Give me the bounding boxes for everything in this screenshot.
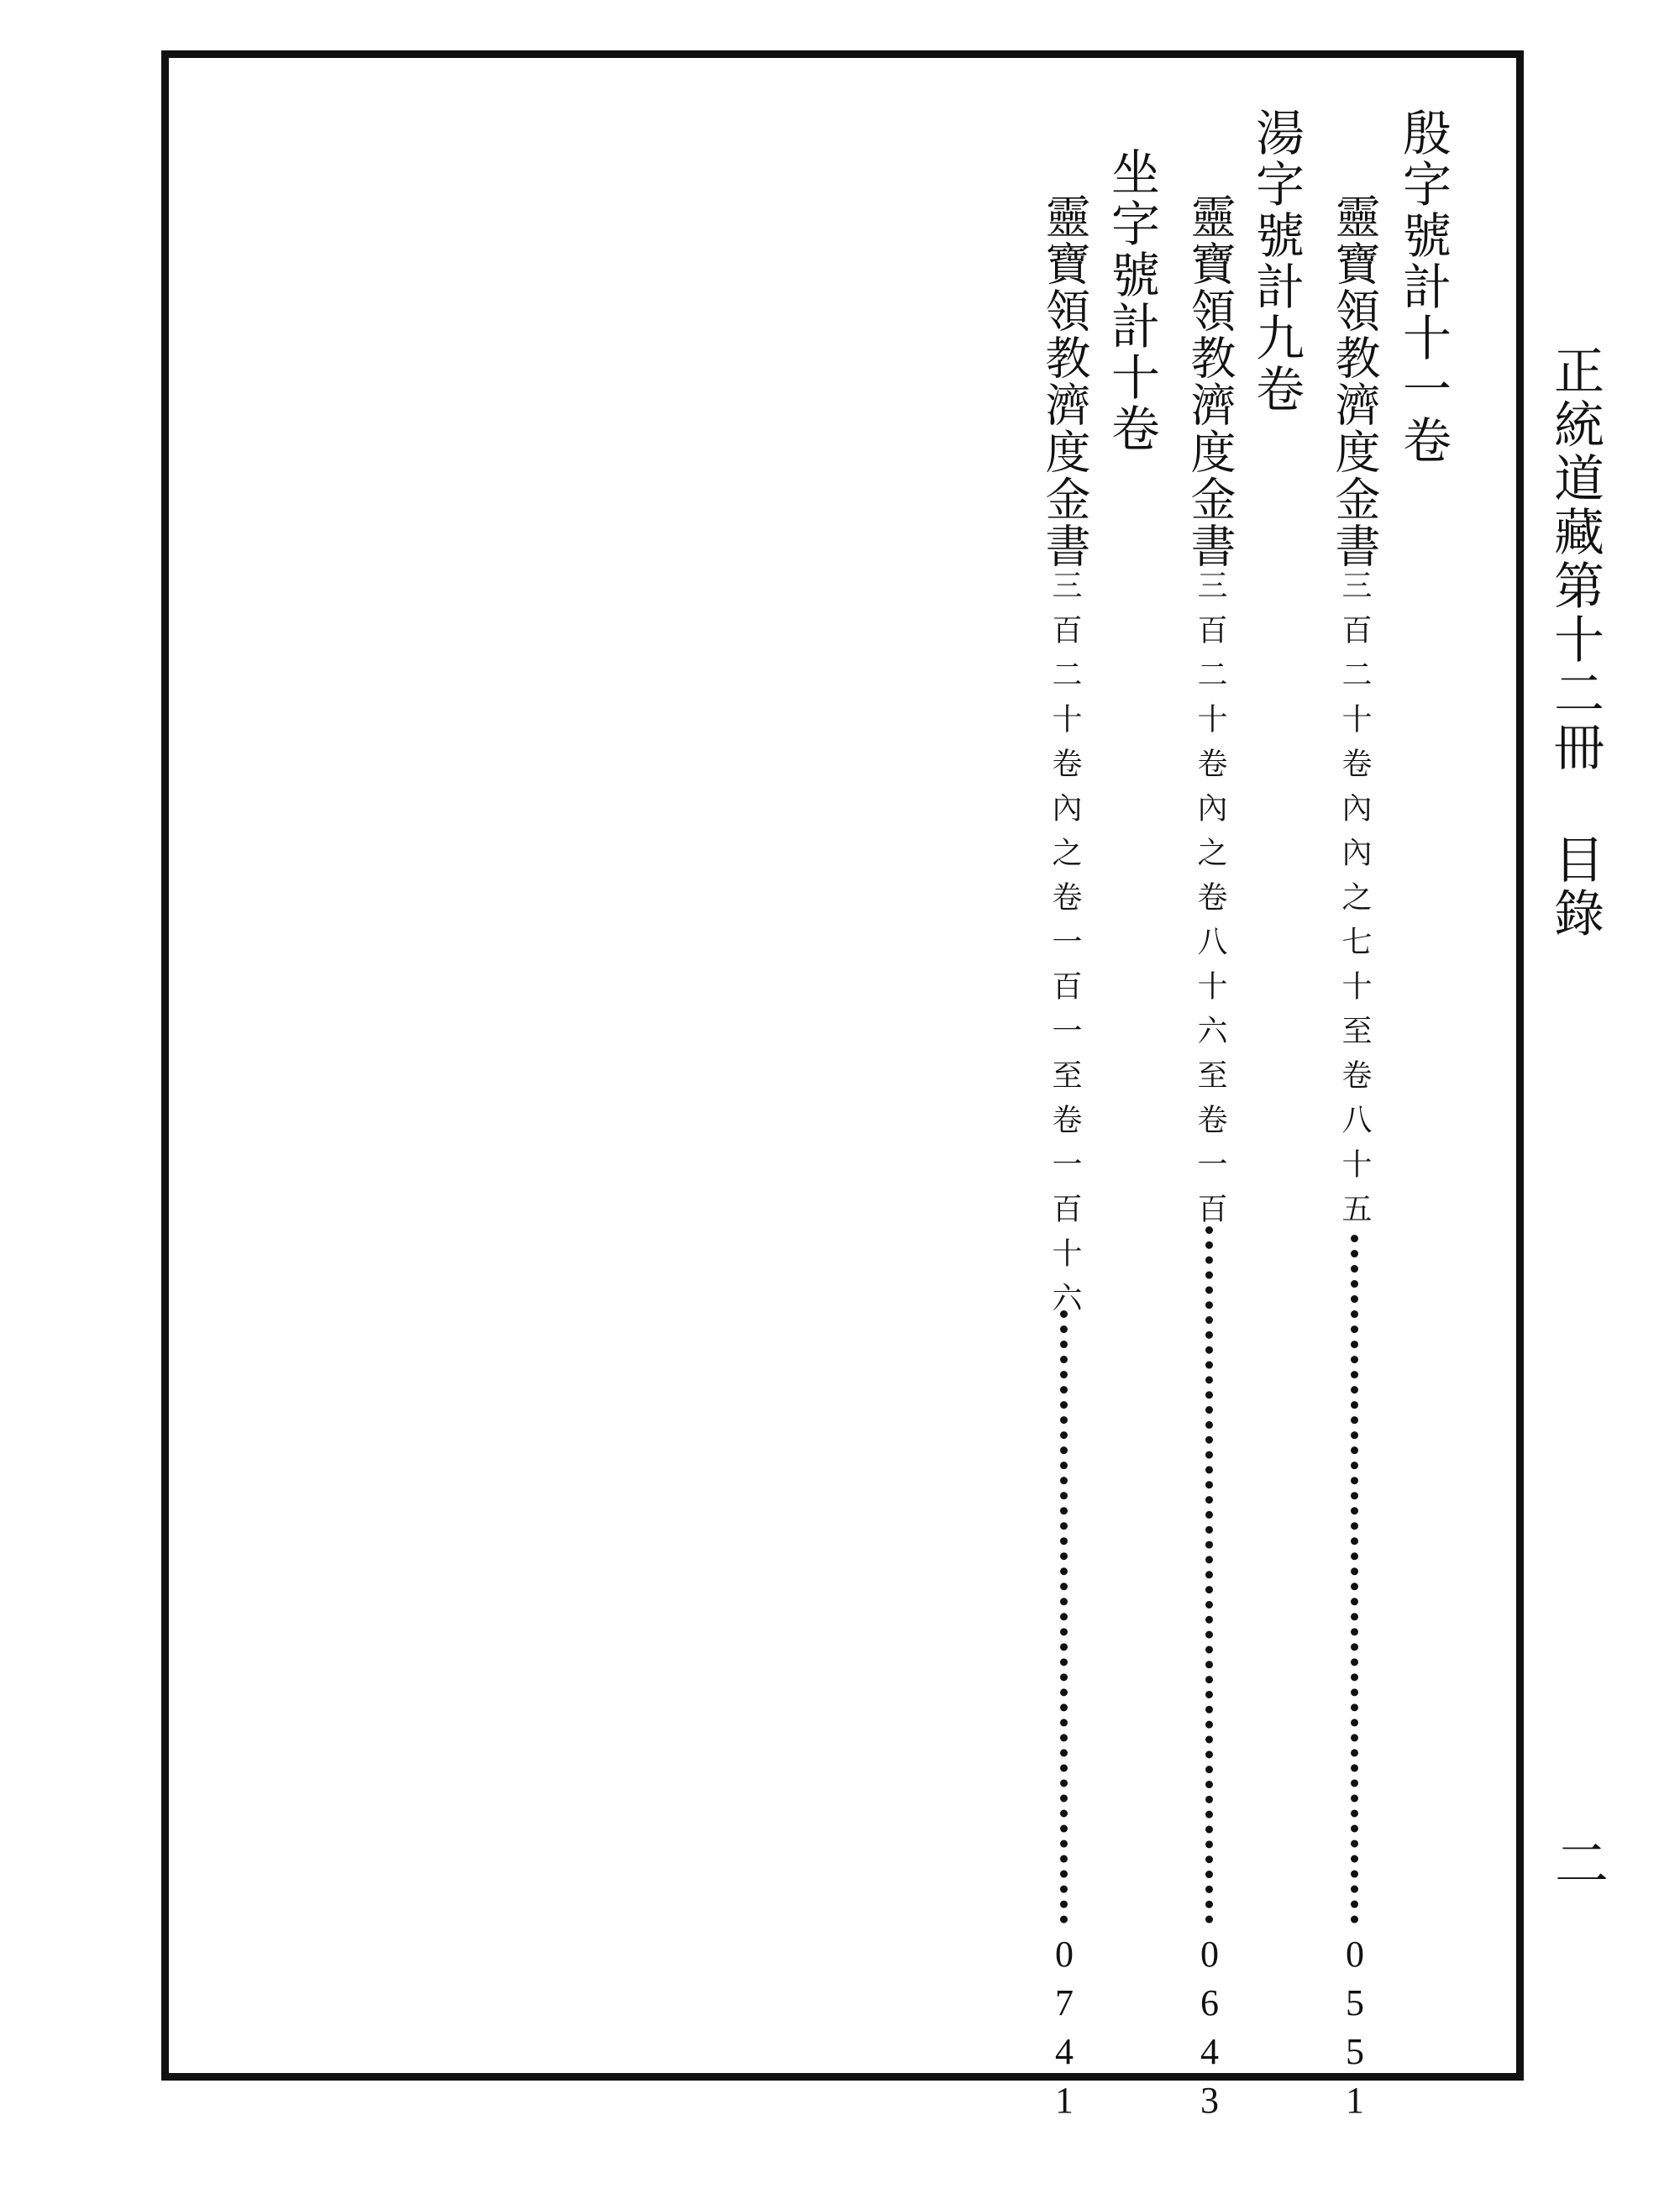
entry-title: 靈寶領教濟度金書 <box>1184 193 1236 569</box>
toc-entry <box>1038 193 1091 1326</box>
entry-detail: 三百二十卷內內之七十至卷八十五 <box>1337 569 1372 1237</box>
toc-entry <box>1328 193 1381 1237</box>
group-heading: 殷字號計十一卷 <box>1394 108 1452 466</box>
entry-detail: 三百二十卷內之卷八十六至卷一百 <box>1193 569 1227 1237</box>
section-title: 目錄 <box>1546 833 1604 941</box>
dot-leader <box>1351 1235 1358 1923</box>
page-number: 二 <box>1546 1835 1608 1889</box>
group-heading: 湯字號計九卷 <box>1247 108 1305 415</box>
book-title: 正統道藏第十二冊 <box>1546 344 1604 774</box>
dot-leader <box>1205 1226 1213 1923</box>
page-border <box>161 50 1524 2081</box>
running-header <box>1546 344 1604 941</box>
entry-title: 靈寶領教濟度金書 <box>1038 193 1091 569</box>
entry-title: 靈寶領教濟度金書 <box>1328 193 1381 569</box>
dot-leader <box>1060 1310 1068 1923</box>
group-heading: 坐字號計十卷 <box>1103 147 1160 454</box>
toc-entry <box>1184 193 1236 1237</box>
entry-page-number: 0 5 5 1 <box>1346 1934 1364 2121</box>
entry-page-number: 0 7 4 1 <box>1055 1934 1074 2121</box>
entry-detail: 三百二十卷內之卷一百一至卷一百十六 <box>1047 569 1082 1326</box>
entry-page-number: 0 6 4 3 <box>1200 1934 1219 2121</box>
